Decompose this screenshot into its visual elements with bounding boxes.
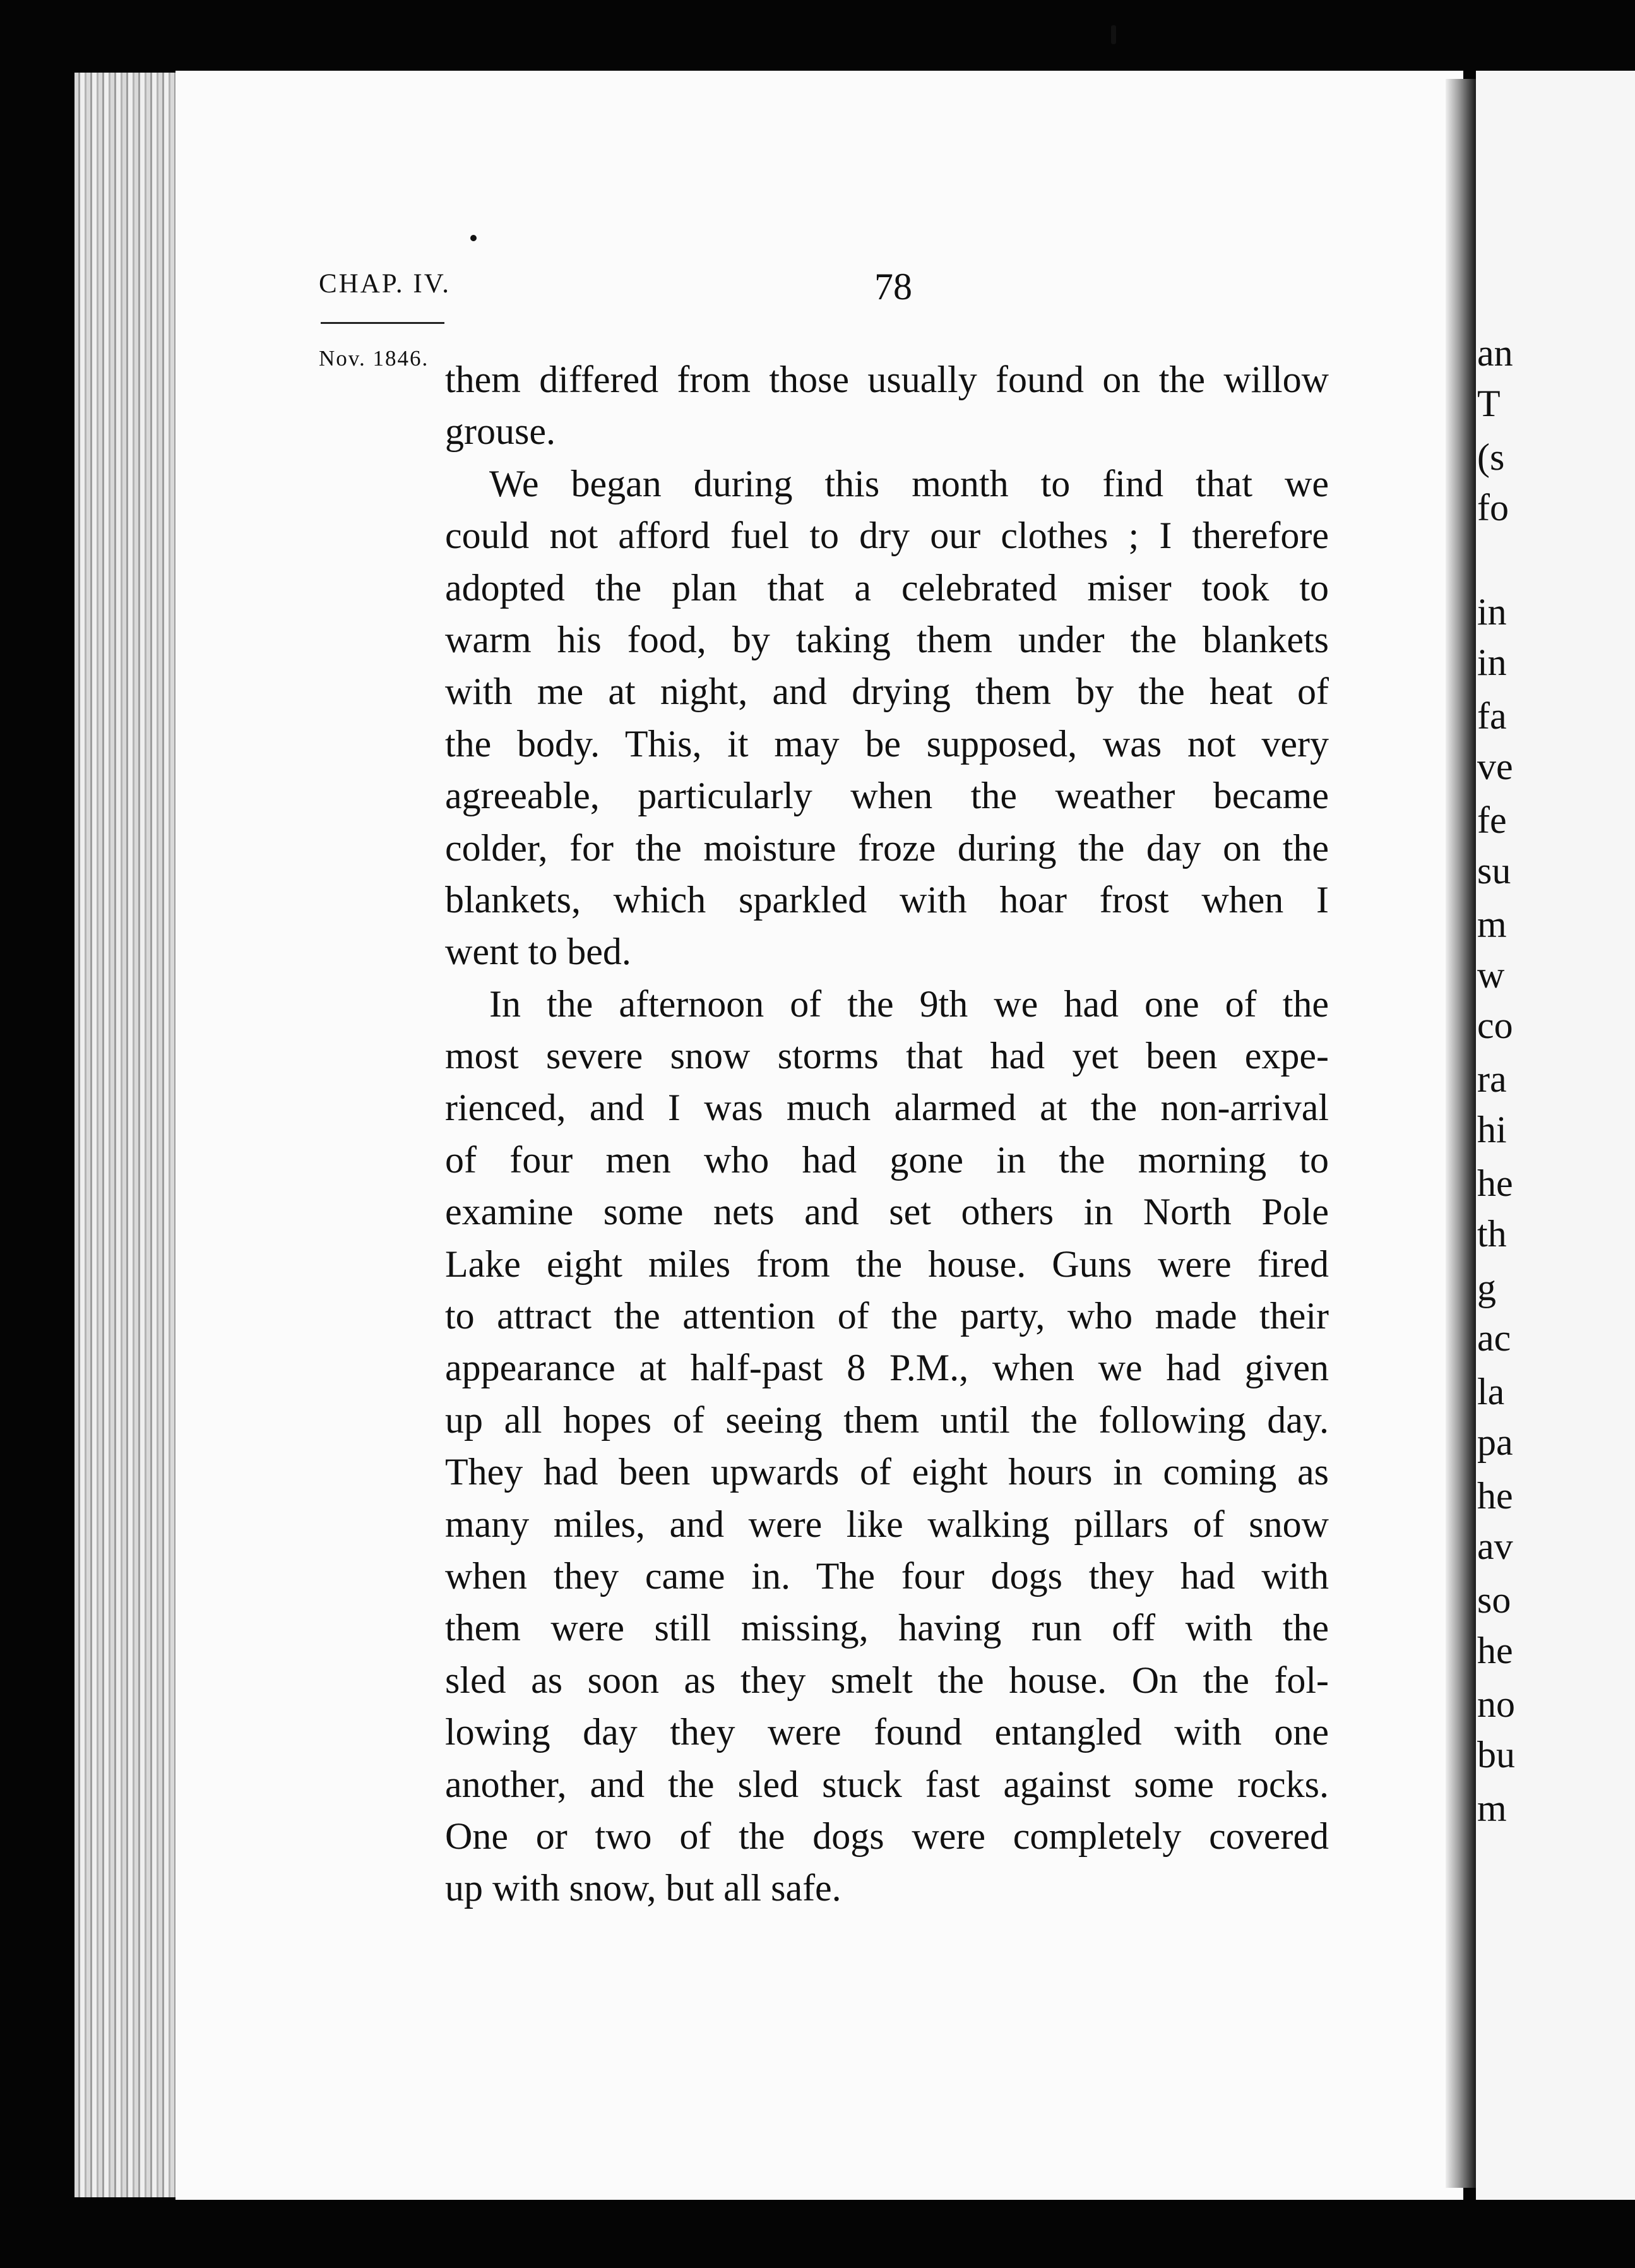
- adjacent-page-fragment: co: [1477, 1005, 1513, 1046]
- adjacent-page-fragment: ra: [1477, 1058, 1507, 1100]
- adjacent-page-fragment: w: [1477, 954, 1505, 996]
- text-line: Lake eight miles from the house. Guns were fired: [445, 1243, 1329, 1285]
- page-edge-stack: [74, 73, 175, 2197]
- text-line: another, and the sled stuck fast against some rocks.: [445, 1763, 1329, 1805]
- adjacent-page-fragment: he: [1477, 1475, 1513, 1517]
- adjacent-page-fragment: hi: [1477, 1109, 1507, 1150]
- adjacent-page-fragment: ac: [1477, 1317, 1511, 1359]
- adjacent-page-fragment: la: [1477, 1371, 1505, 1412]
- adjacent-page-fragment: an: [1477, 332, 1513, 374]
- text-line: lowing day they were found entangled with one: [445, 1711, 1329, 1753]
- text-line: up all hopes of seeing them until the following day.: [445, 1399, 1329, 1441]
- adjacent-page-fragment: g: [1477, 1267, 1496, 1308]
- adjacent-page-fragment: ve: [1477, 746, 1513, 787]
- text-line: agreeable, particularly when the weather became: [445, 775, 1329, 817]
- text-line: them differed from those usually found on the willow: [445, 359, 1329, 400]
- adjacent-page-fragment: th: [1477, 1213, 1507, 1255]
- adjacent-page-edge: [1476, 71, 1635, 2200]
- text-line: went to bed.: [445, 931, 631, 973]
- text-line: could not afford fuel to dry our clothes ; I therefore: [445, 515, 1329, 557]
- adjacent-page-fragment: fa: [1477, 695, 1507, 737]
- scan-speck: [470, 235, 477, 241]
- running-head-rule: [321, 322, 444, 324]
- text-line: to attract the attention of the party, who made their: [445, 1295, 1329, 1337]
- adjacent-page-fragment: av: [1477, 1525, 1513, 1567]
- adjacent-page-fragment: so: [1477, 1579, 1511, 1621]
- text-line: colder, for the moisture froze during the day on the: [445, 827, 1329, 869]
- text-line: sled as soon as they smelt the house. On the fol-: [445, 1659, 1329, 1701]
- text-line: We began during this month to find that we: [489, 462, 1329, 504]
- adjacent-page-fragment: no: [1477, 1683, 1515, 1725]
- adjacent-page-fragment: m: [1477, 904, 1507, 945]
- text-line: most severe snow storms that had yet been expe-: [445, 1035, 1329, 1077]
- page-number: 78: [874, 266, 912, 307]
- text-line: One or two of the dogs were completely covered: [445, 1815, 1329, 1857]
- adjacent-page-fragment: he: [1477, 1162, 1513, 1204]
- adjacent-page-fragment: he: [1477, 1630, 1513, 1671]
- adjacent-page-fragment: (s: [1477, 436, 1505, 478]
- adjacent-page-fragment: in: [1477, 642, 1507, 683]
- text-line: adopted the plan that a celebrated miser took to: [445, 566, 1329, 609]
- text-line: blankets, which sparkled with hoar frost when I: [445, 878, 1329, 921]
- body-text: [445, 354, 1329, 1914]
- text-line: appearance at half-past 8 P.M., when we had given: [445, 1347, 1329, 1389]
- adjacent-page-fragment: T: [1477, 383, 1501, 424]
- text-line: up with snow, but all safe.: [445, 1867, 841, 1909]
- text-line: They had been upwards of eight hours in coming as: [445, 1451, 1329, 1493]
- adjacent-page-fragment: fo: [1477, 487, 1509, 528]
- adjacent-page-fragment: su: [1477, 850, 1511, 892]
- text-line: examine some nets and set others in North Pole: [445, 1191, 1329, 1233]
- text-line: rienced, and I was much alarmed at the non-arrival: [445, 1087, 1329, 1129]
- text-line: In the afternoon of the 9th we had one of the: [489, 982, 1329, 1025]
- text-line: when they came in. The four dogs they had with: [445, 1555, 1329, 1597]
- text-line: of four men who had gone in the morning to: [445, 1138, 1329, 1181]
- text-line: the body. This, it may be supposed, was not very: [445, 722, 1329, 765]
- adjacent-page-fragment: bu: [1477, 1734, 1515, 1776]
- adjacent-page-fragment: pa: [1477, 1421, 1513, 1463]
- adjacent-page-fragment: in: [1477, 591, 1507, 633]
- adjacent-page-fragment: m: [1477, 1788, 1507, 1829]
- margin-date-note: Nov. 1846.: [319, 346, 429, 371]
- text-line: many miles, and were like walking pillars of snow: [445, 1503, 1329, 1545]
- running-head: CHAP. IV.: [319, 269, 451, 299]
- page-gutter-shadow: [1446, 79, 1477, 2188]
- text-line: warm his food, by taking them under the blankets: [445, 618, 1329, 660]
- text-line: grouse.: [445, 410, 556, 453]
- scan-speck: [1111, 25, 1116, 44]
- text-line: them were still missing, having run off with the: [445, 1607, 1329, 1649]
- adjacent-page-fragment: fe: [1477, 799, 1507, 841]
- text-line: with me at night, and drying them by the heat of: [445, 671, 1329, 713]
